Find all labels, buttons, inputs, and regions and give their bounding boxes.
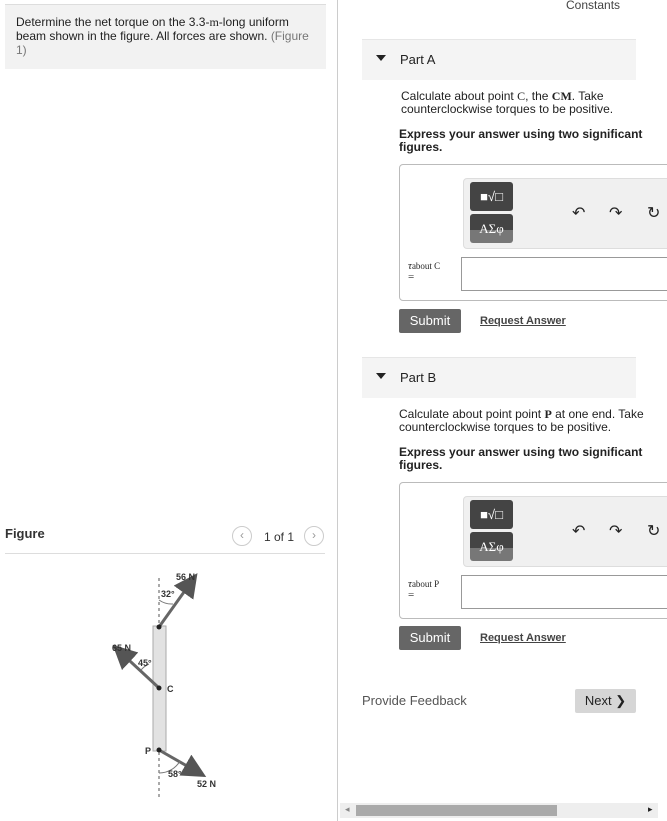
part-title: Part B bbox=[400, 370, 437, 385]
beam-figure bbox=[0, 560, 337, 805]
angle-32: 32° bbox=[161, 589, 175, 599]
label-52n: 52 N bbox=[197, 779, 217, 789]
math-toolbar bbox=[463, 178, 667, 249]
part-a-description: Calculate about point C, the CM. Take counterclockwise torques to be positive. bbox=[401, 89, 614, 116]
part-b-instructions: Express your answer using two significant figures. bbox=[399, 445, 643, 472]
part-b-description: Calculate about point point P at one end. Take counterclockwise torques to be positive. bbox=[399, 407, 644, 434]
part-title: Part A bbox=[400, 52, 436, 67]
answer-input[interactable] bbox=[461, 257, 667, 291]
problem-text-2: -long uniform beam shown in the figure. All forces are shown. bbox=[16, 15, 289, 43]
label-65n: 65 N bbox=[112, 643, 132, 653]
chevron-left-icon[interactable]: ‹ bbox=[232, 526, 252, 546]
request-answer-link[interactable]: Request Answer bbox=[480, 632, 566, 644]
unit: m bbox=[209, 15, 219, 29]
caret-down-icon bbox=[376, 373, 386, 379]
symbols-button[interactable]: ΑΣφ bbox=[470, 214, 513, 243]
divider bbox=[5, 553, 325, 554]
submit-button[interactable]: Submit bbox=[399, 309, 461, 333]
figure-label: Figure bbox=[5, 526, 45, 541]
request-answer-link[interactable]: Request Answer bbox=[480, 315, 566, 327]
horizontal-scrollbar[interactable] bbox=[340, 803, 658, 818]
submit-button[interactable]: Submit bbox=[399, 626, 461, 650]
templates-button[interactable]: ■√□ bbox=[470, 500, 513, 529]
math-toolbar bbox=[463, 496, 667, 567]
part-a-header[interactable] bbox=[362, 39, 636, 80]
scroll-left-icon[interactable]: ◂ bbox=[345, 804, 350, 814]
undo-icon[interactable]: ↶ bbox=[572, 523, 586, 540]
chevron-right-icon[interactable]: › bbox=[304, 526, 324, 546]
label-p: P bbox=[145, 746, 152, 756]
scrollbar-thumb[interactable] bbox=[356, 805, 557, 816]
problem-text: Determine the net torque on the 3.3- bbox=[16, 15, 210, 29]
figure-link[interactable]: (Figure 1) bbox=[16, 29, 309, 57]
answer-input[interactable] bbox=[461, 575, 667, 609]
part-a-answer-box bbox=[399, 164, 667, 301]
symbols-button[interactable]: ΑΣφ bbox=[470, 532, 513, 561]
figure-pager: 1 of 1 bbox=[264, 530, 295, 544]
label-c: C bbox=[167, 684, 174, 694]
undo-icon[interactable]: ↶ bbox=[572, 205, 586, 222]
next-button[interactable]: Next ❯ bbox=[575, 689, 636, 713]
part-b-answer-box bbox=[399, 482, 667, 619]
part-a-instructions: Express your answer using two significant figures. bbox=[399, 127, 643, 154]
angle-58: 58° bbox=[168, 769, 182, 779]
scroll-right-icon[interactable]: ▸ bbox=[648, 804, 653, 814]
answer-label: τabout C = bbox=[408, 260, 441, 283]
provide-feedback-link[interactable]: Provide Feedback bbox=[362, 693, 467, 708]
caret-down-icon bbox=[376, 55, 386, 61]
redo-icon[interactable]: ↷ bbox=[609, 205, 623, 222]
redo-icon[interactable]: ↷ bbox=[609, 523, 623, 540]
divider bbox=[337, 0, 338, 821]
label-56n: 56 N bbox=[176, 572, 196, 582]
reset-icon[interactable]: ↻ bbox=[647, 205, 661, 222]
part-b-header[interactable] bbox=[362, 357, 636, 398]
reset-icon[interactable]: ↻ bbox=[647, 523, 661, 540]
answer-label: τabout P = bbox=[408, 578, 440, 601]
angle-45: 45° bbox=[138, 658, 152, 668]
constants-link[interactable]: Constants bbox=[566, 0, 621, 12]
problem-statement bbox=[5, 4, 326, 69]
templates-button[interactable]: ■√□ bbox=[470, 182, 513, 211]
